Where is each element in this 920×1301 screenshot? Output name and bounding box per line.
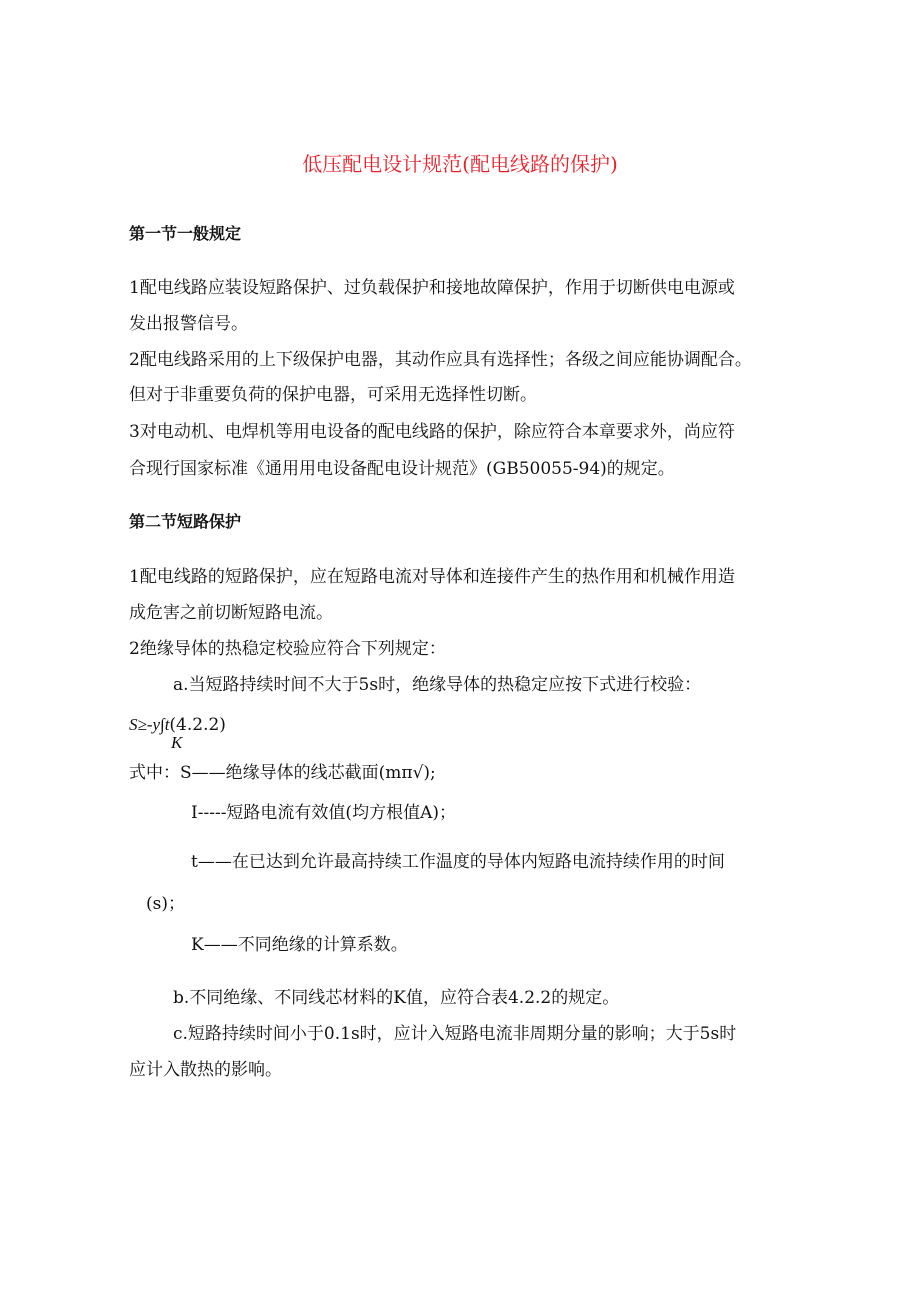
item-a: a.当短路持续时间不大于5s时，绝缘导体的热稳定应按下式进行校验： <box>173 675 702 695</box>
definition-t-line-2: (s)； <box>146 894 185 914</box>
formula-denominator: K <box>171 733 183 752</box>
definition-K: K——不同绝缘的计算系数。 <box>191 935 408 955</box>
document-title: 低压配电设计规范(配电线路的保护) <box>302 152 618 176</box>
definition-I: I-----短路电流有效值(均方根值A)； <box>191 803 456 823</box>
where-line: 式中：S——绝缘导体的线芯截面(mπ√); <box>129 763 436 783</box>
s1-para-2-line-2: 但对于非重要负荷的保护电器，可采用无选择性切断。 <box>129 385 537 405</box>
formula-expression: S≥-y∫t <box>129 715 170 734</box>
s1-para-1-line-2: 发出报警信号。 <box>129 314 248 334</box>
s1-para-1-line-1: 1配电线路应装设短路保护、过负载保护和接地故障保护，作用于切断供电电源或 <box>129 278 735 298</box>
s1-para-3-line-1: 3对电动机、电焊机等用电设备的配电线路的保护，除应符合本章要求外，尚应符 <box>129 422 735 442</box>
s1-para-3-line-2: 合现行国家标准《通用用电设备配电设计规范》(GB50055-94)的规定。 <box>129 459 675 479</box>
s1-para-2-line-1: 2配电线路采用的上下级保护电器，其动作应具有选择性；各级之间应能协调配合。 <box>129 350 752 370</box>
section-1-heading: 第一节一般规定 <box>129 224 242 243</box>
s2-para-1-line-1: 1配电线路的短路保护，应在短路电流对导体和连接件产生的热作用和机械作用造 <box>129 567 735 587</box>
item-c-line-1: c.短路持续时间小于0.1s时，应计入短路电流非周期分量的影响；大于5s时 <box>173 1024 737 1044</box>
s2-para-2: 2绝缘导体的热稳定校验应符合下列规定： <box>129 639 446 659</box>
definition-t-line-1: t——在已达到允许最高持续工作温度的导体内短路电流持续作用的时间 <box>191 852 725 872</box>
s2-para-1-line-2: 成危害之前切断短路电流。 <box>129 603 333 623</box>
item-c-line-2: 应计入散热的影响。 <box>129 1060 282 1080</box>
section-2-heading: 第二节短路保护 <box>129 512 242 531</box>
item-b: b.不同绝缘、不同线芯材料的K值，应符合表4.2.2的规定。 <box>173 988 620 1008</box>
formula-number: (4.2.2) <box>169 715 226 735</box>
